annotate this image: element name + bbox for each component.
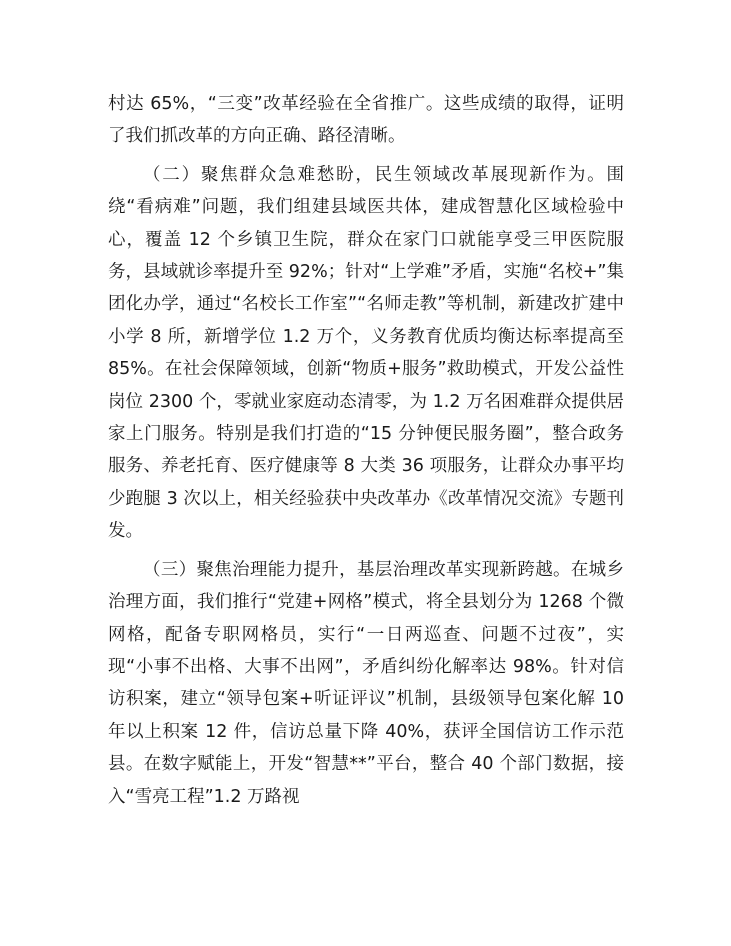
paragraph-livelihood-reform: （二）聚焦群众急难愁盼，民生领域改革展现新作为。围绕“看病难”问题，我们组建县域医共体，建成智慧化区域检验中心，覆盖 12 个乡镇卫生院，群众在家门口就能享受三甲医院服务，县域就诊率提升至 92%；针对“上学难”矛盾，实施“名校+”集团化办学，通过“名校长工作室”“名师走教”等机制，新建改扩建中小学 8 所，新增学位 1.2 万个，义务教育优质均衡达标率提高至 85%。在社会保障领域，创新“物质+服务”救助模式，开发公益性岗位 2300 个，零就业家庭动态清零，为 1.2 万名困难群众提供居家上门服务。特别是我们打造的“15 分钟便民服务圈”，整合政务服务、养老托育、医疗健康等 8 大类 36 项服务，让群众办事平均少跑腿 3 次以上，相关经验获中央改革办《改革情况交流》专题刊发。: [108, 164, 624, 542]
paragraph-governance-reform: （三）聚焦治理能力提升，基层治理改革实现新跨越。在城乡治理方面，我们推行“党建+网格”模式，将全县划分为 1268 个微网格，配备专职网格员，实行“一日两巡查、问题不过夜”，实现“小事不出格、大事不出网”，矛盾纠纷化解率达 98%。针对信访积案，建立“领导包案+听证评议”机制，县级领导包案化解 10 年以上积案 12 件，信访总量下降 40%，获评全国信访工作示范县。在数字赋能上，开发“智慧**”平台，整合 40 个部门数据，接入“雪亮工程”1.2 万路视: [108, 559, 624, 807]
document-page: [108, 88, 624, 813]
paragraph-continuation: 村达 65%，“三变”改革经验在全省推广。这些成绩的取得，证明了我们抓改革的方向正确、路径清晰。: [108, 94, 624, 147]
